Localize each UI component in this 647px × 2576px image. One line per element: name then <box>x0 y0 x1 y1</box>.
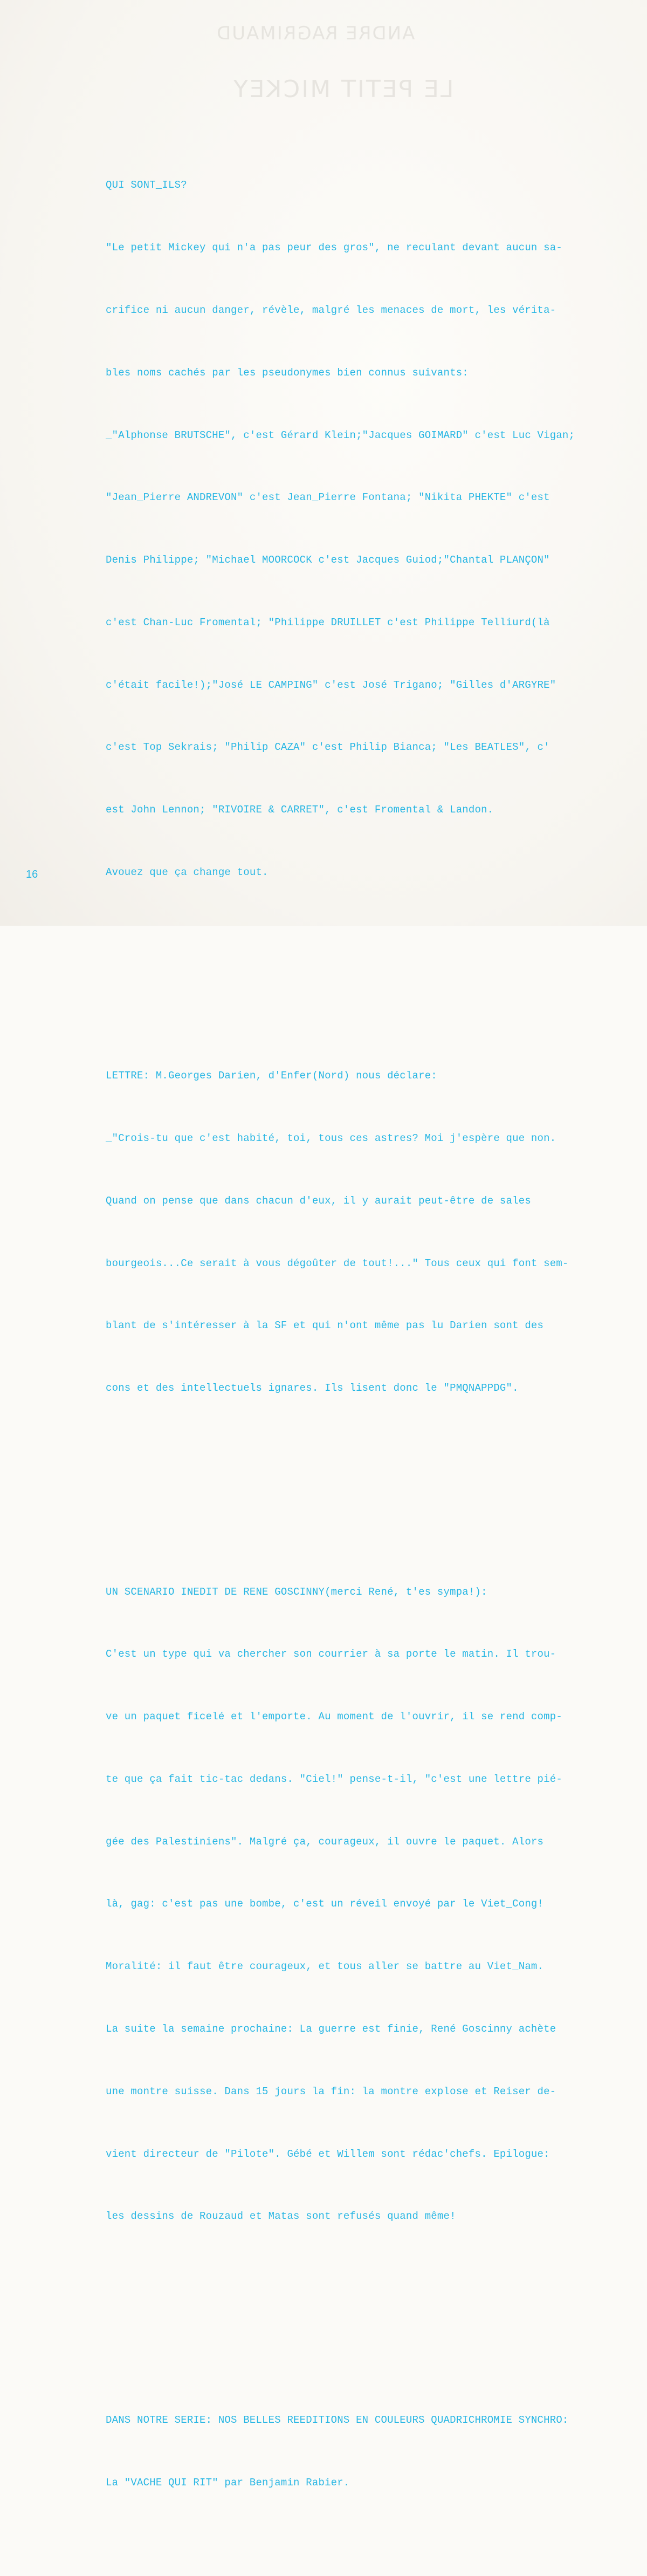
show-through-title: LE PETIT MICKEY <box>232 76 454 103</box>
text-line: c'était facile!);"José LE CAMPING" c'est José Trigano; "Gilles d'ARGYRE" <box>106 679 556 691</box>
text-line: "Le petit Mickey qui n'a pas peur des gros", ne reculant devant aucun sa- <box>106 242 562 254</box>
text-line: "Jean_Pierre ANDREVON" c'est Jean_Pierre Fontana; "Nikita PHEKTE" c'est <box>106 491 550 504</box>
text-line: est John Lennon; "RIVOIRE & CARRET", c'est Fromental & Landon. <box>106 804 494 816</box>
text-line: Moralité: il faut être courageux, et tous aller se battre au Viet_Nam. <box>106 1960 544 1973</box>
section-scenario <box>106 1540 634 2268</box>
text-line: une montre suisse. Dans 15 jours la fin: la montre explose et Reiser de- <box>106 2085 556 2097</box>
section-qui-sont-ils <box>106 133 634 925</box>
text-line: vient directeur de "Pilote". Gébé et Willem sont rédac'chefs. Epilogue: <box>106 2148 550 2160</box>
text-line: c'est Chan-Luc Fromental; "Philippe DRUILLET c'est Philippe Telliurd(là <box>106 616 550 628</box>
text-line: blant de s'intéresser à la SF et qui n'ont même pas lu Darien sont des <box>106 1320 544 1332</box>
text-line: Denis Philippe; "Michael MOORCOCK c'est Jacques Guiod;"Chantal PLANÇON" <box>106 554 550 566</box>
section-heading: LETTRE: M.Georges Darien, d'Enfer(Nord) nous déclare: <box>106 1070 437 1082</box>
text-line: c'est Top Sekrais; "Philip CAZA" c'est Philip Bianca; "Les BEATLES", c' <box>106 741 550 754</box>
section-heading: QUI SONT_ILS? <box>106 179 187 192</box>
text-line: La "VACHE QUI RIT" par Benjamin Rabier. <box>106 2476 350 2489</box>
text-line: _"Alphonse BRUTSCHE", c'est Gérard Klein;"Jacques GOIMARD" c'est Luc Vigan; <box>106 429 575 441</box>
text-line: les dessins de Rouzaud et Matas sont refusés quand même! <box>106 2210 456 2223</box>
section-reeditions <box>106 2368 634 2535</box>
text-line: crifice ni aucun danger, révèle, malgré les menaces de mort, les vérita- <box>106 304 556 316</box>
text-line: Quand on pense que dans chacun d'eux, il y aurait peut-être de sales <box>106 1194 531 1207</box>
text-line: Avouez que ça change tout. <box>106 866 269 878</box>
text-line: là, gag: c'est pas une bombe, c'est un réveil envoyé par le Viet_Cong! <box>106 1898 544 1910</box>
typed-text-block <box>106 92 634 2576</box>
show-through-text: ANDRE RAGRIMAUD <box>216 23 415 44</box>
section-heading: DANS NOTRE SERIE: NOS BELLES REEDITIONS EN COULEURS QUADRICHROMIE SYNCHRO: <box>106 2414 569 2426</box>
text-line: cons et des intellectuels ignares. Ils lisent donc le "PMQNAPPDG". <box>106 1382 519 1395</box>
text-line: gée des Palestiniens". Malgré ça, courageux, il ouvre le paquet. Alors <box>106 1835 544 1848</box>
text-line: _"Crois-tu que c'est habité, toi, tous ces astres? Moi j'espère que non. <box>106 1132 556 1145</box>
section-heading: UN SCENARIO INEDIT DE RENE GOSCINNY(merci René, t'es sympa!): <box>106 1586 487 1598</box>
section-lettre <box>106 1024 634 1440</box>
text-line: bourgeois...Ce serait à vous dégoûter de tout!..." Tous ceux qui font sem- <box>106 1257 569 1269</box>
text-line: C'est un type qui va chercher son courrier à sa porte le matin. Il trou- <box>106 1648 556 1661</box>
text-line: La suite la semaine prochaine: La guerre est finie, René Goscinny achète <box>106 2023 556 2035</box>
text-line: ve un paquet ficelé et l'emporte. Au moment de l'ouvrir, il se rend comp- <box>106 1711 562 1723</box>
page-number: 16 <box>26 869 38 880</box>
text-line: te que ça fait tic-tac dedans. "Ciel!" pense-t-il, "c'est une lettre pié- <box>106 1773 562 1785</box>
text-line: bles noms cachés par les pseudonymes bien connus suivants: <box>106 366 469 379</box>
